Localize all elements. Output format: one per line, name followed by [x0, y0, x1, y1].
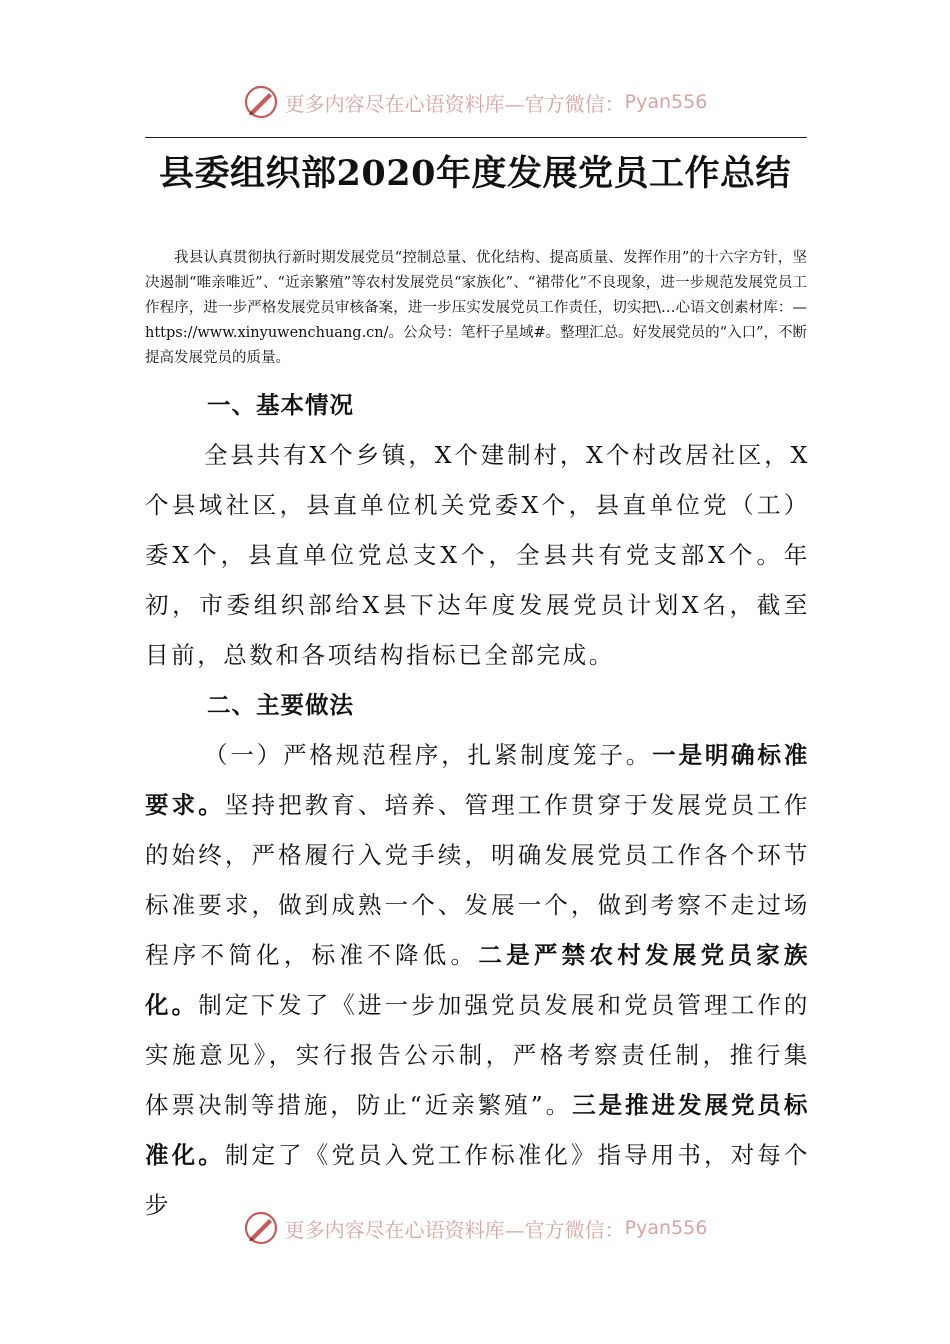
- methods-paragraph: [145, 730, 810, 1230]
- section-basic-paragraph: 全县共有X个乡镇，X个建制村，X个村改居社区，X个县域社区，县直单位机关党委X个，县直单位党（工）委X个，县直单位党总支X个，全县共有党支部X个。年初，市委组织部给X县下达年度发展党员计划X名，截至目前，总数和各项结构指标已全部完成。: [145, 441, 810, 669]
- watermark-wechat: Pyan556: [624, 91, 708, 113]
- pen-circle-logo-icon: [243, 84, 279, 120]
- watermark-text: 更多内容尽在心语资料库—官方微信：: [284, 91, 625, 116]
- point-two-text: 制定下发了《进一步加强党员发展和党员管理工作的实施意见》，实行报告公示制，严格考察责任制，推行集体票决制等措施，防止“近亲繁殖”。: [145, 991, 810, 1119]
- methods-lead: （一）严格规范程序，扎紧制度笼子。: [204, 741, 653, 769]
- point-three-text: 制定了《党员入党工作标准化》指导用书，对每个步: [145, 1141, 810, 1219]
- intro-paragraph: 我县认真贯彻执行新时期发展党员“控制总量、优化结构、提高质量、发挥作用”的十六字方针，坚决遏制“唯亲唯近”、“近亲繁殖”等农村发展党员“家族化”、“裙带化”不良现象，进一步规范发展党员工作程序，进一步严格发展党员审核备案，进一步压实发展党员工作责任，切实把\…心语文创素材库：—https://www.xinyuwenchuang.cn/。公众号：笔杆子星域#。整理汇总。好发展党员的“入口”，不断提高发展党员的质量。: [145, 250, 807, 366]
- point-two-bold: 二是严禁农村发展党员家族化。: [145, 941, 811, 1019]
- point-three-bold: 三是推进发展党员标准化。: [145, 1091, 810, 1169]
- point-one-text: 坚持把教育、培养、管理工作贯穿于发展党员工作的始终，严格履行入党手续，明确发展党员工作各个环节标准要求，做到成熟一个、发展一个，做到考察不走过场程序不简化，标准不降低。: [145, 791, 810, 969]
- header-rule: [145, 137, 807, 138]
- watermark-text: 更多内容尽在心语资料库—官方微信：: [284, 1217, 625, 1242]
- section-heading-methods: 二、主要做法: [207, 691, 354, 719]
- document-title: 县委组织部2020年度发展党员工作总结: [159, 153, 791, 194]
- watermark-wechat: Pyan556: [624, 1217, 708, 1239]
- section-heading-basic: 一、基本情况: [207, 391, 354, 419]
- document-body: [145, 380, 810, 1230]
- point-one-bold: 一是明确标准要求。: [145, 741, 811, 819]
- pen-circle-logo-icon: [243, 1210, 279, 1246]
- watermark-banner-bottom: [0, 1208, 950, 1248]
- watermark-banner-top: [0, 82, 950, 122]
